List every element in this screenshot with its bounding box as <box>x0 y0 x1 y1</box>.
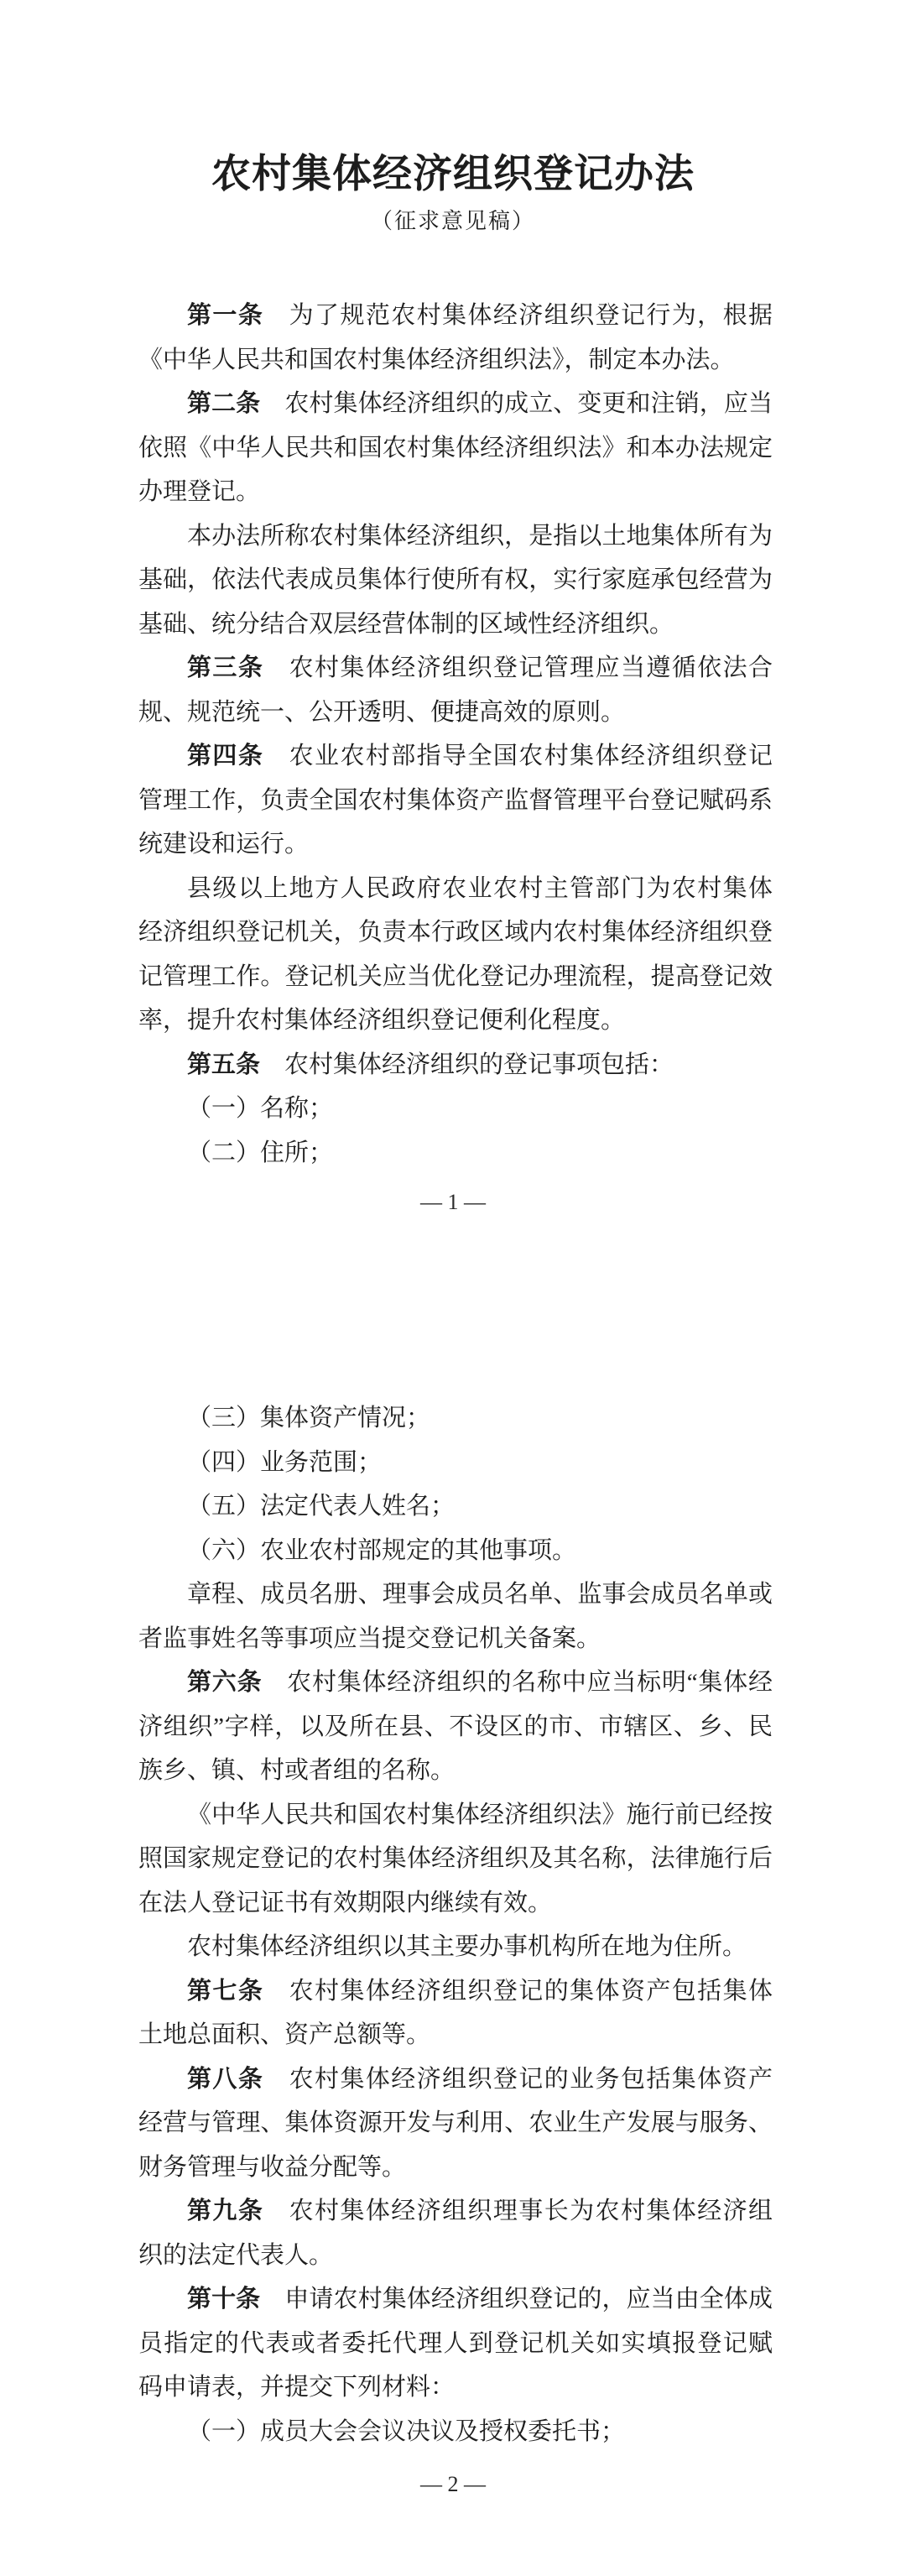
body-line: 本办法所称农村集体经济组织，是指以土地集体所有为 <box>187 522 773 550</box>
article-number: 第四条 <box>187 743 264 769</box>
body-line: 基础、统分结合双层经营体制的区域性经济组织。 <box>138 610 674 638</box>
body-line: 率，提升农村集体经济组织登记便利化程度。 <box>138 1007 626 1034</box>
body-line: （六）农业农村部规定的其他事项。 <box>187 1536 577 1564</box>
body-line: 章程、成员名册、理事会成员名单、监事会成员名单或 <box>187 1581 773 1608</box>
body-line <box>138 1969 773 2014</box>
page-number-1: — 1 — <box>420 1190 486 1214</box>
page-subtitle: （征求意见稿） <box>370 209 535 233</box>
body-line: 照国家规定登记的农村集体经济组织及其名称，法律施行后 <box>138 1845 773 1872</box>
body-line <box>138 294 773 338</box>
body-line: 族乡、镇、村或者组的名称。 <box>138 1757 456 1784</box>
body-line: 《中华人民共和国农村集体经济组织法》施行前已经按 <box>187 1801 773 1828</box>
article-number: 第二条 <box>187 390 261 417</box>
body-line: 财务管理与收益分配等。 <box>138 2153 407 2181</box>
body-line <box>138 646 773 691</box>
body-line: （一）名称； <box>187 1095 334 1122</box>
article-number: 第八条 <box>187 2065 264 2093</box>
page-1-body <box>138 294 773 1175</box>
body-line: （五）法定代表人姓名； <box>187 1493 456 1520</box>
body-line: 经济组织登记机关，负责本行政区域内农村集体经济组织登 <box>138 919 773 946</box>
body-line-text: 农村集体经济组织登记的集体资产包括集体 <box>263 1977 773 2005</box>
body-line <box>138 2277 773 2322</box>
body-line: 《中华人民共和国农村集体经济组织法》，制定本办法。 <box>138 346 735 373</box>
body-line-text: 农业农村部指导全国农村集体经济组织登记 <box>263 743 773 769</box>
body-line: 员指定的代表或者委托代理人到登记机关如实填报登记赋 <box>138 2329 773 2357</box>
article-number: 第十条 <box>187 2286 261 2313</box>
body-line: （一）成员大会会议决议及授权委托书； <box>187 2417 626 2445</box>
page-title: 农村集体经济组织登记办法 <box>211 153 695 196</box>
article-number: 第一条 <box>187 302 264 329</box>
body-line: 码申请表，并提交下列材料： <box>138 2374 456 2401</box>
article-number: 第七条 <box>187 1977 264 2005</box>
body-line: （四）业务范围； <box>187 1448 383 1476</box>
article-number: 第三条 <box>187 654 264 681</box>
body-line: 农村集体经济组织以其主要办事机构所在地为住所。 <box>187 1933 747 1960</box>
body-line: 经营与管理、集体资源开发与利用、农业生产发展与服务、 <box>138 2109 773 2136</box>
body-line-text: 农村集体经济组织登记管理应当遵循依法合 <box>263 654 773 681</box>
article-number: 第九条 <box>187 2198 264 2224</box>
body-line: 县级以上地方人民政府农业农村主管部门为农村集体 <box>187 874 773 902</box>
body-line: （三）集体资产情况； <box>187 1405 431 1431</box>
body-line <box>138 2189 773 2234</box>
body-line-text: 农村集体经济组织理事长为农村集体经济组 <box>263 2198 773 2224</box>
body-line: 在法人登记证书有效期限内继续有效。 <box>138 1889 553 1916</box>
article-number: 第五条 <box>187 1051 261 1078</box>
body-line: 济组织”字样，以及所在县、不设区的市、市辖区、乡、民 <box>138 1713 773 1740</box>
body-line: （二）住所； <box>187 1139 334 1166</box>
body-line: 基础，依法代表成员集体行使所有权，实行家庭承包经营为 <box>138 566 773 593</box>
body-line-text: 申请农村集体经济组织登记的，应当由全体成 <box>260 2286 773 2313</box>
body-line-text: 农村集体经济组织的名称中应当标明“集体经 <box>262 1669 773 1696</box>
body-line: 依照《中华人民共和国农村集体经济组织法》和本办法规定 <box>138 434 773 461</box>
body-line-text: 农村集体经济组织的成立、变更和注销，应当 <box>260 390 773 417</box>
body-line <box>138 382 773 426</box>
body-line: 者监事姓名等事项应当提交登记机关备案。 <box>138 1624 601 1652</box>
page-2-body <box>138 1396 773 2453</box>
body-line: 土地总面积、资产总额等。 <box>138 2021 431 2048</box>
article-number: 第六条 <box>187 1669 263 1696</box>
body-line <box>138 734 773 779</box>
body-line <box>138 2057 773 2102</box>
body-line: 织的法定代表人。 <box>138 2241 334 2269</box>
body-line: 记管理工作。登记机关应当优化登记办理流程，提高登记效 <box>138 962 773 990</box>
body-line: 规、规范统一、公开透明、便捷高效的原则。 <box>138 698 626 726</box>
body-line: 管理工作，负责全国农村集体资产监督管理平台登记赋码系 <box>138 786 773 814</box>
page-number-2: — 2 — <box>420 2472 486 2496</box>
body-line-text: 农村集体经济组织的登记事项包括： <box>260 1051 674 1078</box>
body-line <box>138 1661 773 1705</box>
body-line: 统建设和运行。 <box>138 831 310 858</box>
body-line <box>138 1043 773 1087</box>
body-line-text: 为了规范农村集体经济组织登记行为，根据 <box>263 302 773 329</box>
body-line-text: 农村集体经济组织登记的业务包括集体资产 <box>263 2065 773 2093</box>
body-line: 办理登记。 <box>138 478 261 505</box>
